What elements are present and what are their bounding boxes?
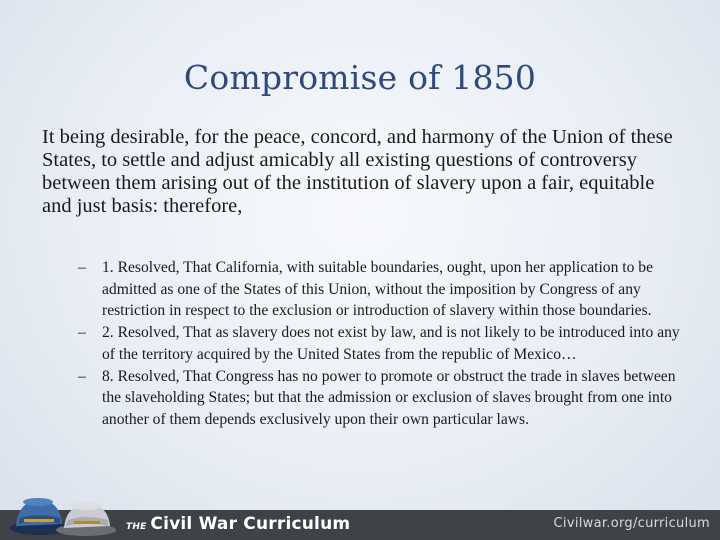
footer-title-prefix: THE (126, 522, 147, 532)
list-item (78, 257, 686, 322)
kepi-caps-icon (4, 488, 122, 538)
list-dash: – (78, 367, 86, 385)
footer-title-text: Civil War Curriculum (150, 514, 351, 534)
list-item-text: 2. Resolved, That as slavery does not exist by law, and is not likely to be introduced into any of the territory acquired by the United States from the republic of Mexico… (102, 324, 680, 363)
footer-title (126, 514, 350, 534)
list-dash: – (78, 324, 86, 342)
footer-url: Civilwar.org/curriculum (553, 516, 710, 531)
list-item (78, 366, 686, 431)
list-item-text: 8. Resolved, That Congress has no power to promote or obstruct the trade in slaves between the slaveholding States; but that the admission or exclusion of slaves brought from one into another of them depends exclusively upon their own particular laws. (102, 367, 676, 428)
slide-title: Compromise of 1850 (183, 58, 537, 97)
intro-paragraph: It being desirable, for the peace, concord, and harmony of the Union of these States, to settle and adjust amicably all existing questions of controversy between them arising out of the institution of slavery upon a fair, equitable and just basis: therefore, (42, 126, 673, 217)
resolution-list (78, 257, 686, 431)
list-item-text: 1. Resolved, That California, with suitable boundaries, ought, upon her application to be admitted as one of the States of this Union, without the imposition by Congress of any restriction in respect to the exclusion or introduction of slavery within those boundaries. (102, 259, 654, 320)
list-item (78, 322, 686, 365)
list-dash: – (78, 259, 86, 276)
